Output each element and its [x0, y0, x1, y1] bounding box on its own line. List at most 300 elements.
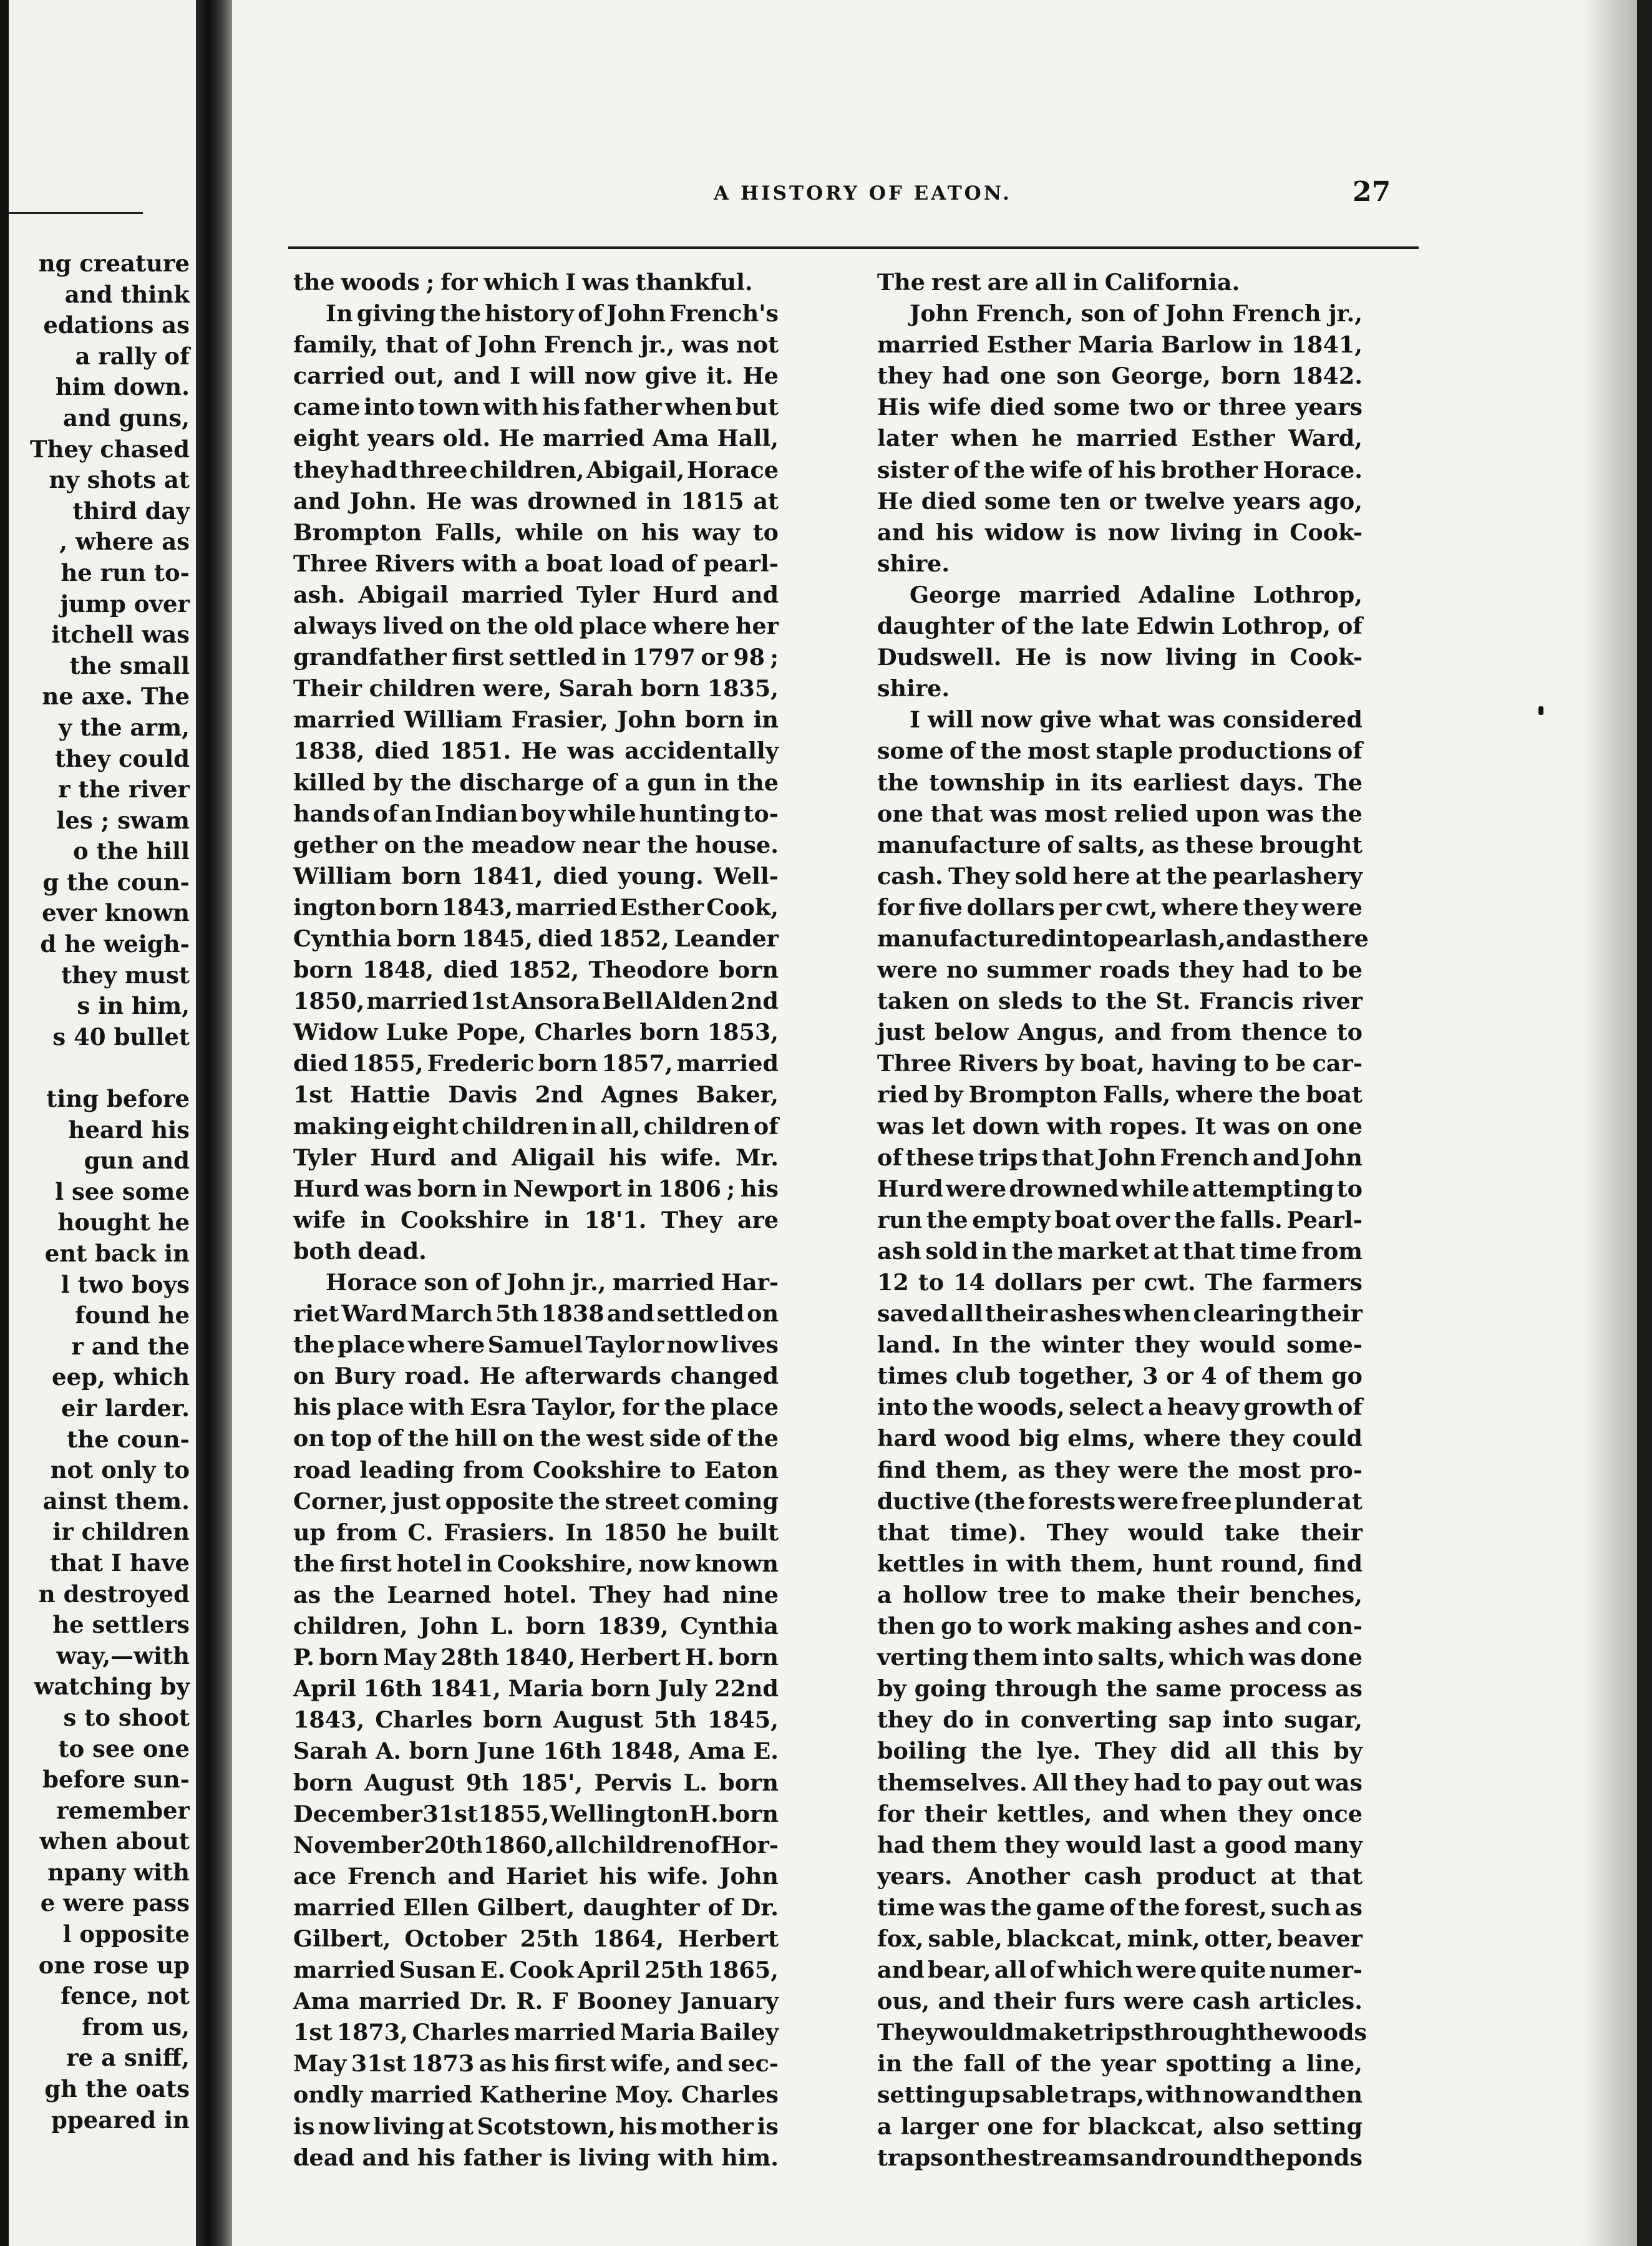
word: widow — [984, 518, 1064, 546]
word: children, — [293, 1613, 408, 1640]
word: (the — [973, 1487, 1026, 1515]
word: Esther — [986, 331, 1071, 359]
word: Dudswell. — [877, 644, 1002, 671]
left-page-line: s in him, — [77, 992, 190, 1020]
word: to — [752, 518, 779, 546]
text-line — [293, 298, 779, 329]
text-line — [877, 736, 1363, 767]
word: Their — [293, 675, 362, 702]
word: he — [676, 1519, 708, 1546]
word: is — [1065, 644, 1087, 671]
word: them — [1258, 1363, 1324, 1390]
word: Rivers — [374, 550, 455, 577]
word: on — [449, 613, 482, 640]
word: the — [990, 1894, 1032, 1921]
text-line — [293, 580, 779, 611]
word: boiling — [877, 1738, 967, 1765]
word: Tyler — [576, 581, 639, 608]
word: giving — [356, 300, 436, 328]
text-line — [877, 1517, 1363, 1548]
word: by — [373, 769, 402, 796]
word: of — [445, 331, 470, 359]
word: were — [877, 956, 938, 984]
text-line — [293, 955, 779, 986]
word: 1852, — [598, 925, 669, 952]
word: otter, — [1204, 1925, 1274, 1952]
left-page-line: les ; swam — [56, 806, 190, 834]
word: them — [931, 1831, 998, 1859]
word: nine — [722, 1581, 779, 1608]
word: as — [1273, 925, 1301, 952]
word: line, — [1306, 2050, 1363, 2078]
text-line — [293, 392, 779, 423]
word: living — [1170, 518, 1242, 546]
word: 1840, — [503, 1644, 575, 1671]
word: C. — [407, 1519, 434, 1546]
word: born — [483, 1706, 543, 1734]
word: kettles — [877, 1550, 964, 1577]
word: in — [1258, 331, 1284, 359]
word: ington — [293, 893, 377, 921]
word: Hurd — [293, 1175, 359, 1202]
text-line — [877, 517, 1363, 548]
word: their — [993, 1988, 1056, 2015]
word: born — [293, 1769, 353, 1796]
word: years — [1295, 394, 1363, 421]
left-page-line: eep, which — [52, 1363, 190, 1391]
word: town — [418, 394, 480, 421]
left-page-line: from us, — [82, 2013, 190, 2041]
left-page-line: n destroyed — [38, 1580, 190, 1608]
word: hard — [877, 1425, 936, 1452]
text-line — [293, 1517, 779, 1548]
word: 1853, — [707, 1019, 779, 1046]
word: grandfather — [293, 644, 447, 671]
word: they — [1073, 1769, 1129, 1796]
word: hotel. — [503, 1581, 577, 1608]
word: making — [293, 1112, 389, 1140]
word: free — [1181, 1487, 1232, 1515]
word: over — [1115, 1206, 1170, 1233]
word: died — [374, 737, 430, 765]
text-line — [293, 517, 779, 548]
word: are — [737, 1206, 779, 1233]
word: with — [462, 550, 518, 577]
word: winter — [1041, 1331, 1124, 1359]
word: relied — [1114, 800, 1188, 827]
word: ponds — [1286, 2144, 1363, 2171]
word: Pervis — [594, 1769, 673, 1796]
left-page-line: they could — [55, 744, 190, 772]
word: on — [596, 518, 629, 546]
word: Leander — [674, 925, 779, 952]
text-line — [293, 1079, 779, 1111]
left-page-line: they must — [61, 961, 190, 989]
word: heavy — [1167, 1394, 1240, 1421]
word: Frasiers. — [444, 1519, 555, 1546]
text-line — [293, 455, 779, 486]
word: was — [1266, 800, 1314, 827]
word: Sarah — [293, 1738, 368, 1765]
word: and — [938, 1988, 986, 2015]
word: living — [578, 2144, 651, 2171]
word: gun — [647, 769, 697, 796]
word: and — [877, 518, 925, 546]
left-page-line: ne axe. The — [42, 683, 190, 711]
left-page-line: and think — [64, 280, 190, 308]
word: St. — [1155, 988, 1191, 1015]
word: father — [583, 394, 662, 421]
word: that — [877, 1519, 930, 1546]
word: William — [404, 706, 503, 734]
word: Bell — [602, 988, 653, 1015]
word: and — [1114, 1019, 1162, 1046]
word: its — [1091, 769, 1123, 796]
word: these — [1185, 831, 1254, 858]
word: in — [360, 1206, 386, 1233]
text-line — [293, 1236, 779, 1267]
word: Angus, — [1018, 1019, 1105, 1046]
text-line — [877, 1861, 1363, 1892]
word: sap — [1168, 1706, 1212, 1734]
word: were — [1118, 1487, 1179, 1515]
word: dead. — [357, 1237, 427, 1265]
word: of — [1225, 1363, 1250, 1390]
word: they — [1054, 1456, 1109, 1484]
word: Ama — [652, 425, 709, 452]
word: manufacture — [877, 831, 1041, 858]
word: and — [1252, 1144, 1300, 1171]
word: making — [1076, 1613, 1173, 1640]
word: of — [949, 737, 974, 765]
word: year — [1101, 2050, 1156, 2078]
text-line — [877, 1580, 1363, 1611]
text-line — [293, 892, 779, 923]
word: which — [1169, 1644, 1245, 1671]
word: the — [737, 1425, 779, 1452]
left-page-line: ny shots at — [49, 466, 190, 494]
word: living — [372, 2112, 445, 2140]
left-page-line: ever known — [42, 899, 190, 927]
word: 4 — [1201, 1363, 1217, 1390]
left-page-line: npany with — [47, 1858, 190, 1886]
word: on — [747, 1300, 779, 1328]
word: 25th — [520, 1925, 579, 1952]
page-edge-left — [0, 0, 9, 2246]
word: 1841, — [472, 862, 543, 890]
word: into — [1222, 1706, 1274, 1734]
word: through — [1143, 2019, 1247, 2046]
word: born — [525, 1613, 586, 1640]
word: all — [994, 1957, 1027, 1984]
word: were — [946, 1175, 1007, 1202]
word: here — [1072, 862, 1130, 890]
word: boat — [546, 550, 603, 577]
word: plunder — [1234, 1487, 1335, 1515]
word: benches, — [1250, 1581, 1363, 1608]
word: Samuel — [487, 1331, 583, 1359]
page-shadow — [1581, 0, 1637, 2246]
word: as — [1334, 1894, 1363, 1921]
word: John — [606, 300, 666, 328]
word: Har- — [721, 1269, 779, 1296]
text-line — [877, 1673, 1363, 1704]
left-page-line: ainst them. — [42, 1487, 190, 1515]
word: now — [666, 1331, 718, 1359]
word: Moy. — [615, 2081, 674, 2109]
word: lye. — [1036, 1738, 1081, 1765]
word: trips — [978, 1144, 1038, 1171]
left-page-line: a rally of — [75, 342, 190, 370]
word: cash — [1192, 1988, 1251, 2015]
word: most — [1044, 800, 1107, 827]
word: to — [977, 1613, 1003, 1640]
word: sugar, — [1284, 1706, 1363, 1734]
word: ten — [1059, 487, 1101, 515]
word: of — [1029, 1957, 1055, 1984]
text-line — [877, 1611, 1363, 1642]
word: they — [293, 456, 348, 484]
text-line — [293, 1330, 779, 1361]
word: hunting — [639, 800, 741, 827]
text-line — [293, 1767, 779, 1799]
word: sable, — [928, 1925, 1003, 1952]
word: 1845, — [707, 1706, 779, 1734]
text-line — [293, 1986, 779, 2017]
word: from — [463, 1456, 525, 1484]
word: were — [1301, 893, 1363, 921]
word: They — [1094, 1738, 1156, 1765]
word: riet — [293, 1300, 339, 1328]
text-line — [877, 1799, 1363, 1830]
word: was — [364, 1175, 412, 1202]
word: would — [1066, 1831, 1142, 1859]
word: California. — [1104, 269, 1240, 296]
word: P. — [293, 1644, 315, 1671]
word: take — [1224, 1519, 1280, 1546]
word: William — [293, 862, 392, 890]
word: changed — [670, 1363, 779, 1390]
word: as — [479, 2050, 507, 2078]
word: January — [679, 1988, 779, 2015]
word: Bury — [334, 1363, 396, 1390]
text-line — [877, 923, 1369, 955]
word: He — [1015, 644, 1052, 671]
word: one — [1316, 1112, 1363, 1140]
word: west — [586, 1425, 644, 1452]
text-line — [293, 2048, 779, 2079]
word: one — [877, 800, 924, 827]
word: sold — [1014, 862, 1067, 890]
word: Theodore — [588, 956, 710, 984]
word: or — [1166, 1363, 1193, 1390]
word: farmers — [1262, 1269, 1363, 1296]
text-line — [877, 1205, 1363, 1236]
word: the — [539, 1425, 581, 1452]
text-line — [877, 830, 1363, 861]
word: or — [1182, 394, 1210, 421]
left-page-line: jump over — [60, 590, 190, 618]
word: Adaline — [1139, 581, 1236, 608]
text-column-2 — [877, 267, 1369, 2174]
word: woods — [341, 269, 420, 296]
word: a — [877, 2112, 892, 2140]
word: He — [425, 487, 462, 515]
word: the — [1244, 2144, 1286, 2171]
word: could — [1292, 1425, 1363, 1452]
word: in — [544, 1206, 570, 1233]
left-page-line: edations as — [43, 311, 190, 339]
word: find — [877, 1456, 926, 1484]
text-line — [293, 1799, 779, 1830]
word: John — [719, 1862, 779, 1890]
word: kettles, — [996, 1800, 1092, 1827]
word: 1845, — [461, 925, 533, 952]
word: Ellen — [403, 1894, 469, 1921]
word: Gilbert, — [477, 1894, 575, 1921]
word: He — [498, 425, 535, 452]
word: and — [1225, 925, 1273, 952]
word: Ward — [341, 1300, 408, 1328]
word: taken — [877, 988, 950, 1015]
word: born — [417, 1175, 477, 1202]
word: He — [742, 362, 779, 390]
word: they — [1178, 956, 1233, 984]
word: John. — [349, 487, 417, 515]
word: Katherine — [479, 2081, 608, 2109]
word: is — [549, 2144, 571, 2171]
text-line — [293, 611, 779, 642]
word: Ama — [293, 1988, 350, 2015]
word: afterwards — [524, 1363, 662, 1390]
word: gether — [293, 831, 377, 858]
text-line — [293, 861, 779, 892]
word: the — [932, 1394, 974, 1421]
word: in — [601, 644, 627, 671]
word: was — [877, 1112, 925, 1140]
word: 1855, — [352, 1050, 424, 1077]
left-page-line: hought he — [57, 1208, 190, 1237]
word: brother — [1161, 456, 1258, 484]
word: on — [384, 831, 416, 858]
word: with — [1006, 1550, 1062, 1577]
text-line — [877, 767, 1363, 799]
word: way — [692, 518, 740, 546]
word: known — [694, 1550, 779, 1577]
word: such — [1271, 1894, 1331, 1921]
left-page-line: heard his — [68, 1116, 190, 1144]
word: born — [379, 893, 439, 921]
word: roads — [1099, 956, 1170, 984]
word: at — [1270, 1862, 1296, 1890]
word: of — [706, 1425, 732, 1452]
word: for — [877, 893, 915, 921]
text-line — [293, 1361, 779, 1392]
word: car- — [1312, 1050, 1363, 1077]
word: done — [1300, 1644, 1363, 1671]
word: I — [565, 269, 576, 296]
word: of — [707, 1894, 733, 1921]
word: Cookshire — [532, 1456, 662, 1484]
text-line — [877, 704, 1363, 736]
word: a — [1202, 1831, 1218, 1859]
word: Horace — [686, 456, 779, 484]
word: Cook- — [1290, 644, 1363, 671]
word: did — [1170, 1738, 1211, 1765]
word: the — [1174, 1206, 1216, 1233]
word: 1st — [293, 1081, 333, 1109]
word: Francis — [1199, 988, 1294, 1015]
word: born — [1221, 362, 1281, 390]
text-line — [293, 1736, 779, 1767]
word: a — [877, 1581, 892, 1608]
word: pearlashery — [1213, 862, 1363, 890]
word: wood — [945, 1425, 1011, 1452]
word: at — [753, 487, 779, 515]
text-line — [877, 1361, 1363, 1392]
text-line — [877, 1455, 1363, 1486]
word: growth — [1243, 1394, 1334, 1421]
left-page-line: l two boys — [61, 1270, 190, 1298]
text-line — [293, 1673, 779, 1704]
text-line — [877, 267, 1363, 298]
word: and — [293, 487, 341, 515]
word: lives — [721, 1331, 779, 1359]
text-line — [877, 392, 1363, 423]
word: upon — [1195, 800, 1260, 827]
text-line — [293, 329, 779, 361]
left-page-line: him down. — [55, 373, 190, 401]
word: an — [401, 800, 432, 827]
word: John — [1303, 1144, 1363, 1171]
word: give — [644, 362, 697, 390]
word: later — [877, 425, 938, 452]
word: born — [719, 1769, 779, 1796]
word: 1864, — [592, 1925, 664, 1952]
word: a — [1148, 1394, 1163, 1421]
word: side — [649, 1425, 702, 1452]
text-line — [293, 1704, 779, 1736]
word: ondly — [293, 2081, 363, 2109]
word: make — [1096, 1581, 1166, 1608]
word: married — [877, 331, 979, 359]
word: he — [1031, 425, 1063, 452]
word: through — [994, 1675, 1098, 1703]
word: died — [293, 1050, 349, 1077]
text-line — [293, 2111, 779, 2142]
word: in — [467, 1550, 492, 1577]
word: his — [511, 2050, 550, 2078]
text-line — [877, 1423, 1363, 1454]
word: out, — [394, 362, 445, 390]
left-page-line: l opposite — [62, 1920, 190, 1948]
word: Cook — [509, 1957, 574, 1984]
word: December — [293, 1800, 422, 1827]
word: fox, — [877, 1925, 924, 1952]
word: hands — [293, 800, 370, 827]
word: round — [1167, 2144, 1244, 2171]
word: and — [877, 1957, 925, 1984]
word: round, — [1220, 1550, 1305, 1577]
word: no — [946, 956, 978, 984]
text-line — [293, 1142, 779, 1174]
word: 22nd — [714, 1675, 779, 1703]
word: Widow — [293, 1019, 378, 1046]
word: settled — [508, 644, 596, 671]
word: what — [1099, 706, 1161, 734]
word: born — [640, 675, 701, 702]
word: their — [1300, 1300, 1363, 1328]
